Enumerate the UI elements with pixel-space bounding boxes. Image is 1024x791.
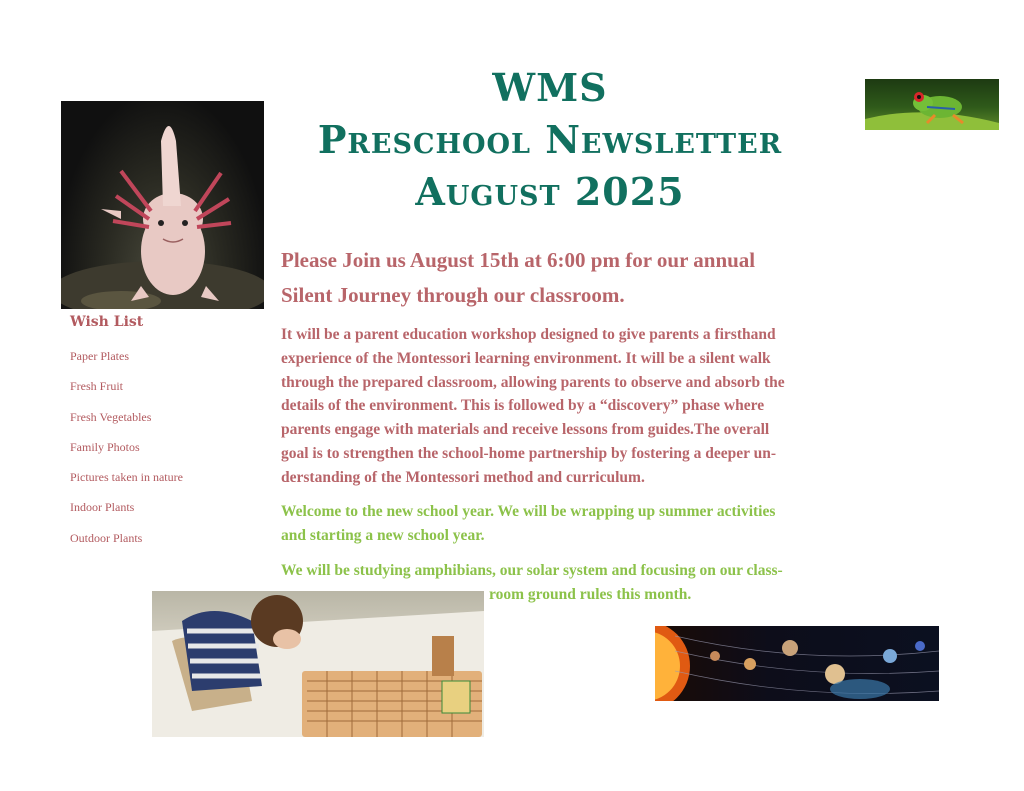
event-invitation bbox=[281, 243, 881, 313]
invite-line: Please Join us August 15th at 6:00 pm for our annual bbox=[281, 248, 756, 272]
solar-system-photo bbox=[655, 626, 939, 701]
welcome-line: and starting a new school year. bbox=[281, 526, 485, 544]
welcome-line: Welcome to the new school year. We will be wrapping up summer activities bbox=[281, 503, 776, 520]
description-line: parents engage with materials and receive lessons from guides.The overall bbox=[281, 421, 770, 439]
studying-line: We will be studying amphibians, our solar system and focusing on our class- bbox=[281, 562, 783, 579]
newsletter-title bbox=[270, 62, 830, 218]
description-line: details of the environment. This is followed by a “discovery” phase where bbox=[281, 397, 765, 415]
title-line-date: August 2025 bbox=[415, 169, 685, 214]
studying-line: room ground rules this month. bbox=[489, 586, 692, 603]
invite-line: Silent Journey through our classroom. bbox=[281, 283, 625, 307]
title-line-school: WMS bbox=[492, 65, 608, 110]
axolotl-photo bbox=[61, 101, 264, 309]
list-item: Family Photos bbox=[70, 439, 140, 454]
list-item: Fresh Fruit bbox=[70, 379, 124, 394]
wish-list-title: Wish List bbox=[70, 314, 144, 330]
welcome-paragraph bbox=[281, 500, 881, 548]
description-line: through the prepared classroom, allowing parents to observe and absorb the bbox=[281, 373, 785, 391]
description-line: goal is to strengthen the school-home partnership by fostering a deeper un- bbox=[281, 444, 776, 462]
list-item: Fresh Vegetables bbox=[70, 409, 152, 424]
title-line-newsletter: Preschool Newsletter bbox=[317, 117, 783, 162]
frog-photo bbox=[865, 79, 999, 130]
list-item: Indoor Plants bbox=[70, 500, 135, 515]
description-line: It will be a parent education workshop designed to give parents a firsthand bbox=[281, 326, 776, 343]
list-item: Pictures taken in nature bbox=[70, 470, 183, 485]
description-line: experience of the Montessori learning environment. It will be a silent walk bbox=[281, 349, 771, 367]
wish-list bbox=[70, 348, 183, 560]
list-item: Outdoor Plants bbox=[70, 530, 143, 545]
list-item: Paper Plates bbox=[70, 349, 129, 363]
workshop-description bbox=[281, 323, 881, 490]
description-line: derstanding of the Montessori method and curriculum. bbox=[281, 468, 645, 486]
child-with-math-materials-photo bbox=[152, 591, 484, 737]
